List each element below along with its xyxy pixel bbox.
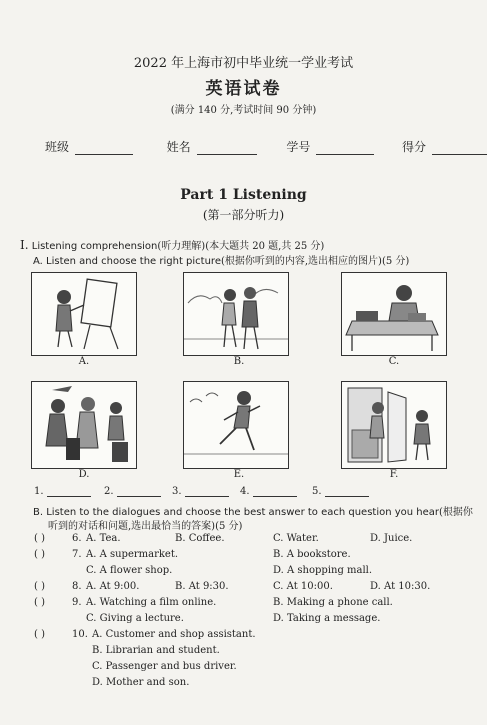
- question-7-option-c[interactable]: C. A flower shop.: [86, 565, 173, 576]
- question-7-paren[interactable]: ( ): [34, 549, 45, 560]
- answer-slot-2-num: 2.: [104, 486, 114, 497]
- answer-slot-3[interactable]: [172, 486, 229, 497]
- question-9-option-d[interactable]: D. Taking a message.: [273, 613, 381, 624]
- question-6-paren[interactable]: ( ): [34, 533, 45, 544]
- answer-slot-4[interactable]: [240, 486, 297, 497]
- picture-a-label: A.: [78, 356, 90, 367]
- question-8-option-d[interactable]: D. At 10:30.: [370, 581, 431, 592]
- answer-slot-1[interactable]: [34, 486, 91, 497]
- question-7-option-a[interactable]: A. A supermarket.: [86, 549, 179, 560]
- section-1-label: Listening comprehension: [31, 241, 158, 252]
- answer-slot-5[interactable]: [312, 486, 369, 497]
- picture-c: [341, 272, 447, 356]
- picture-f-label: F.: [389, 469, 399, 480]
- answer-slot-4-num: 4.: [240, 486, 250, 497]
- question-9-paren[interactable]: ( ): [34, 597, 45, 608]
- question-10-option-b[interactable]: B. Librarian and student.: [92, 645, 220, 656]
- question-8-option-b[interactable]: B. At 9:30.: [175, 581, 229, 592]
- part-title: Part 1 Listening: [180, 187, 307, 203]
- section-a-label: A. Listen and choose the right picture: [33, 256, 221, 267]
- question-8-option-a[interactable]: A. At 9:00.: [86, 581, 140, 592]
- picture-d-label: D.: [78, 469, 90, 480]
- picture-a: [31, 272, 137, 356]
- man-running-icon: [184, 382, 288, 468]
- question-10-option-a[interactable]: A. Customer and shop assistant.: [92, 629, 256, 640]
- answer-slot-2[interactable]: [104, 486, 161, 497]
- field-class-label: 班级: [45, 140, 70, 154]
- question-6-option-d[interactable]: D. Juice.: [370, 533, 413, 544]
- picture-c-label: C.: [388, 356, 400, 367]
- student-info-fields: [45, 138, 487, 155]
- part-title-cn: (第一部分听力): [202, 208, 285, 222]
- question-7-option-b[interactable]: B. A bookstore.: [273, 549, 351, 560]
- question-10-option-d[interactable]: D. Mother and son.: [92, 677, 190, 688]
- section-1-heading: [20, 237, 324, 252]
- question-9-number: 9.: [72, 597, 82, 608]
- section-1-numeral: I.: [20, 238, 29, 252]
- question-8-number: 8.: [72, 581, 82, 592]
- girl-painting-easel-icon: [32, 273, 136, 355]
- question-7-number: 7.: [72, 549, 82, 560]
- question-7-option-d[interactable]: D. A shopping mall.: [273, 565, 373, 576]
- answer-slot-3-num: 3.: [172, 486, 182, 497]
- question-6-option-c[interactable]: C. Water.: [273, 533, 319, 544]
- section-b-heading: [33, 503, 473, 518]
- family-with-luggage-icon: [32, 382, 136, 468]
- field-score-label: 得分: [402, 140, 427, 154]
- answer-slot-1-num: 1.: [34, 486, 44, 497]
- field-id-blank[interactable]: [316, 142, 374, 155]
- question-10-number: 10.: [72, 629, 88, 640]
- question-9-option-a[interactable]: A. Watching a film online.: [86, 597, 217, 608]
- field-id-label: 学号: [286, 140, 311, 154]
- section-a-heading: [33, 252, 409, 267]
- question-10-paren[interactable]: ( ): [34, 629, 45, 640]
- section-b-label-cn-line2: 听到的对话和问题,选出最恰当的答案)(5 分): [48, 521, 243, 532]
- section-a-label-cn: (根据你听到的内容,选出相应的图片)(5 分): [220, 256, 410, 267]
- two-people-walking-icon: [184, 273, 288, 355]
- picture-d: [31, 381, 137, 469]
- question-8-paren[interactable]: ( ): [34, 581, 45, 592]
- section-1-label-cn: (听力理解)(本大题共 20 题,共 25 分): [157, 241, 325, 252]
- field-class-blank[interactable]: [75, 142, 133, 155]
- picture-b: [183, 272, 289, 356]
- question-10-option-c[interactable]: C. Passenger and bus driver.: [92, 661, 237, 672]
- picture-e: [183, 381, 289, 469]
- score-info: (满分 140 分,考试时间 90 分钟): [170, 105, 317, 116]
- field-score-blank[interactable]: [432, 142, 487, 155]
- question-6-option-b[interactable]: B. Coffee.: [175, 533, 225, 544]
- question-9-option-c[interactable]: C. Giving a lecture.: [86, 613, 184, 624]
- section-b-label: B. Listen to the dialogues and choose the best answer to each question you hear: [33, 507, 440, 518]
- picture-f: [341, 381, 447, 469]
- answer-slot-5-num: 5.: [312, 486, 322, 497]
- question-8-option-c[interactable]: C. At 10:00.: [273, 581, 333, 592]
- question-9-option-b[interactable]: B. Making a phone call.: [273, 597, 393, 608]
- child-at-doorway-icon: [342, 382, 446, 468]
- exam-subtitle: 英语试卷: [205, 79, 282, 99]
- question-6-option-a[interactable]: A. Tea.: [86, 533, 121, 544]
- picture-e-label: E.: [233, 469, 245, 480]
- man-at-desk-phone-icon: [342, 273, 446, 355]
- field-name-blank[interactable]: [197, 142, 257, 155]
- exam-title: 2022 年上海市初中毕业统一学业考试: [133, 56, 354, 71]
- field-name-label: 姓名: [166, 140, 191, 154]
- question-6-number: 6.: [72, 533, 82, 544]
- section-b-label-cn: (根据你: [439, 507, 473, 518]
- picture-b-label: B.: [233, 356, 245, 367]
